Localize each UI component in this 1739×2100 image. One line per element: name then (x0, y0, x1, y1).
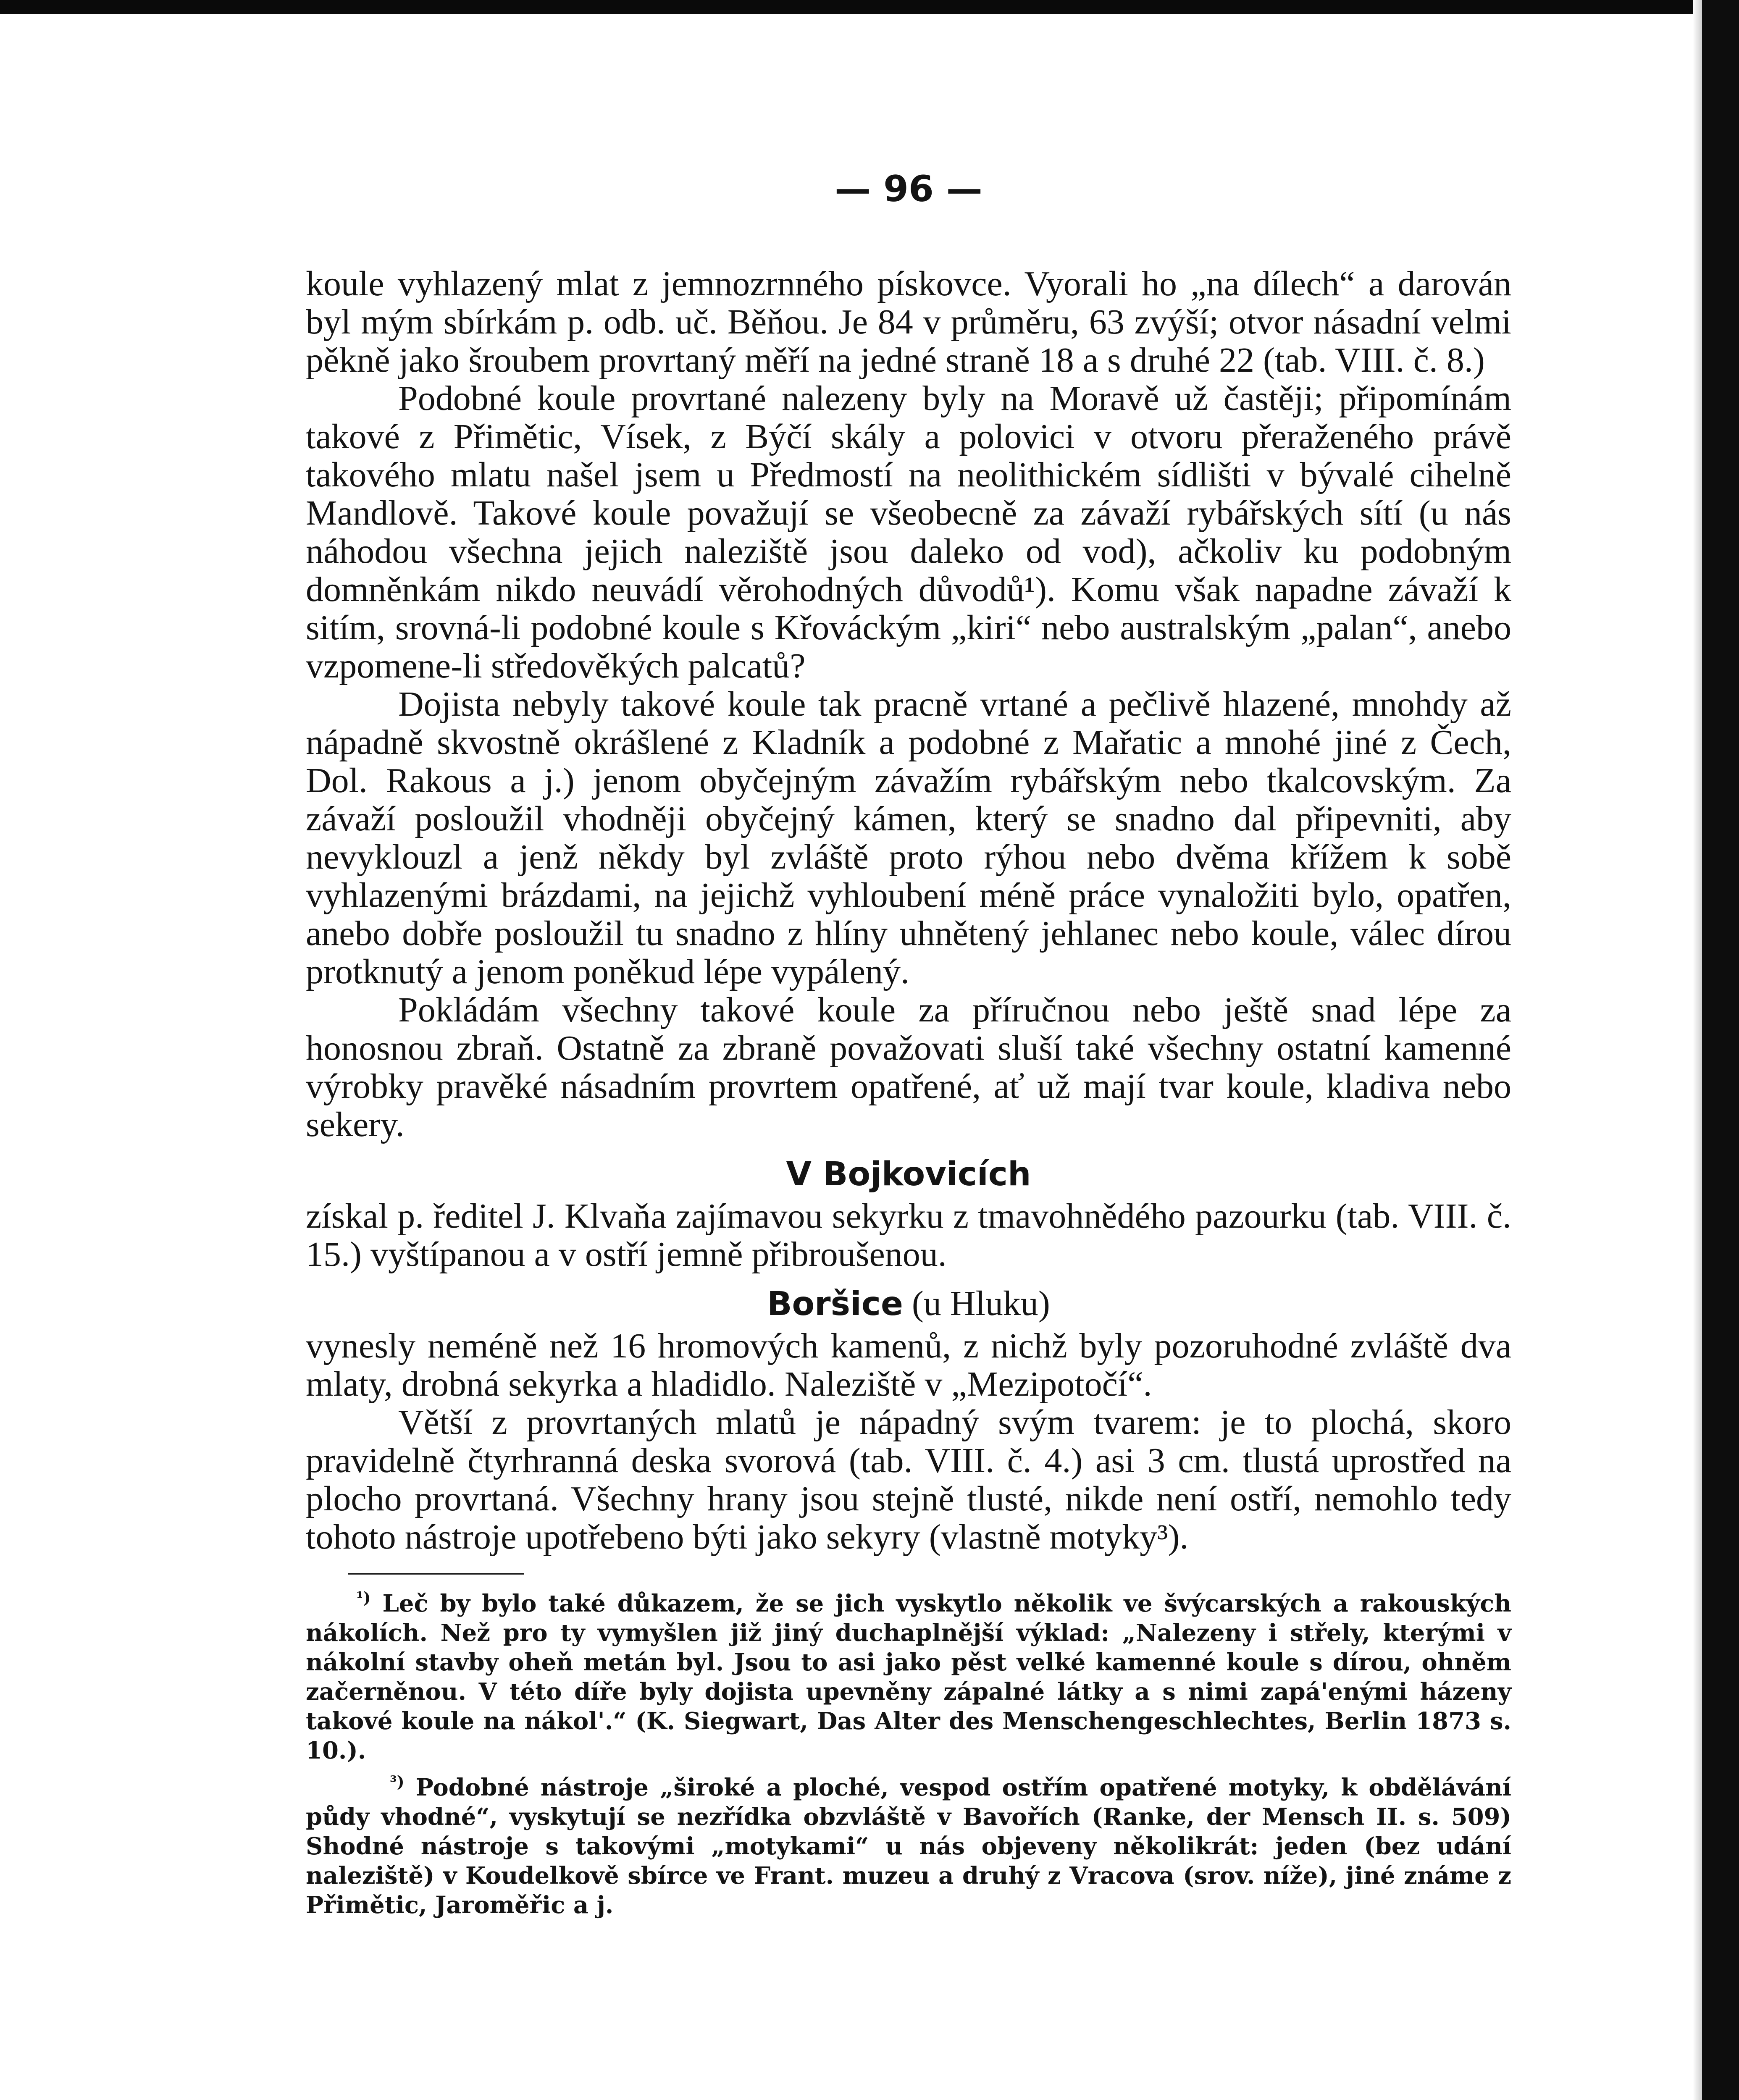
footnotes (306, 1589, 1511, 1920)
paragraph-3: Dojista nebyly takové koule tak pracně vrtané a pečlivě hlazené, mnohdy až nápadně skvostně okrášlené z Kladník a podobné z Mařatic a mnohé jiné z Čech, Dol. Rakous a j.) jenom obyčejným závažím rybářským nebo tkalcovským. Za závaží posloužil vhodněji obyčejný kámen, který se snadno dal připevniti, aby nevyklouzl a jenž někdy byl zvláště proto rýhou nebo dvěma křížem k sobě vyhlazenými brázdami, na jejichž vyhloubení méně práce vynaložiti bylo, opatřen, anebo dobře posloužil tu snadno z hlíny uhnětený jehlanec nebo koule, válec dírou protknutý a jenom poněkud lépe vypálený. (306, 685, 1511, 991)
footnote-divider (348, 1573, 524, 1575)
scan-page-edge-shadow (1693, 0, 1702, 2100)
paragraph-borsice-1: vynesly neméně než 16 hromových kamenů, z nichž byly pozoruhodné zvláště dva mlaty, drobná sekyrka a hladidlo. Naleziště v „Mezipotočí“. (306, 1326, 1511, 1404)
footnote-3 (306, 1773, 1511, 1920)
scan-top-border (0, 0, 1739, 14)
footnote-1 (306, 1589, 1511, 1765)
heading-borsice (306, 1283, 1511, 1325)
paragraph-4: Pokládám všechny takové koule za příručnou nebo ještě snad lépe za honosnou zbraň. Ostatně za zbraně považovati sluší také všechny ostatní kamenné výrobky pravěké násadním provrtem opatřené, ať už mají tvar koule, kladiva nebo sekery. (306, 990, 1511, 1144)
paragraph-bojkovice: získal p. ředitel J. Klvaňa zajímavou sekyrku z tmavohnědého pazourku (tab. VIII. č. 15.) vyštípanou a v ostří jemně přibroušenou. (306, 1197, 1511, 1274)
heading-borsice-bold: Boršice (767, 1285, 903, 1323)
body-text (306, 265, 1511, 1556)
heading-borsice-rest: (u Hluku) (903, 1284, 1050, 1323)
footnote-1-mark: ¹) (356, 1588, 371, 1607)
book-page (306, 168, 1511, 1927)
paragraph-1: koule vyhlazený mlat z jemnozrnného pískovce. Vyorali ho „na dílech“ a darován byl mým sbírkám p. odb. uč. Běňou. Je 84 v průměru, 63 zvýší; otvor násadní velmi pěkně jako šroubem provrtaný měří na jedné straně 18 a s druhé 22 (tab. VIII. č. 8.) (306, 264, 1511, 380)
heading-bojkovice-text: V Bojkovicích (786, 1155, 1031, 1193)
heading-bojkovice (306, 1153, 1511, 1195)
page-number: — 96 — (835, 168, 982, 210)
paragraph-borsice-2: Větší z provrtaných mlatů je nápadný svým tvarem: je to plochá, skoro pravidelně čtyrhranná deska svorová (tab. VIII. č. 4.) asi 3 cm. tlustá uprostřed na plocho provrtaná. Všechny hrany jsou stejně tlusté, nikde není ostří, nemohlo tedy tohoto nástroje upotřebeno býti jako sekyry (vlastně motyky³). (306, 1403, 1511, 1557)
footnote-3-text: Podobné nástroje „široké a ploché, vespod ostřím opatřené motyky, k obdělávání půdy vhodné“, vyskytují se nezřídka obzvláště v Bavořích (Ranke, der Mensch II. s. 509) Shodné nástroje s takovými „motykami“ u nás objeveny několikrát: jeden (bez udání naleziště) v Koudelkově sbírce ve Frant. muzeu a druhý z Vracova (srov. níže), jiné známe z Přimětic, Jaroměřic a j. (306, 1774, 1512, 1919)
paragraph-2: Podobné koule provrtané nalezeny byly na Moravě už častěji; připomínám takové z Přimětic, Vísek, z Býčí skály a polovici v otvoru přeraženého právě takového mlatu našel jsem u Předmostí na neolithickém sídlišti v bývalé cihelně Mandlově. Takové koule považují se všeobecně za závaží rybářských sítí (u nás náhodou všechna jejich naleziště jsou daleko od vod), ačkoliv ku podobným domněnkám nikdo neuvádí věrohodných důvodů¹). Komu však napadne závaží k sitím, srovná-li podobné koule s Křováckým „kiri“ nebo australským „palan“, anebo vzpomene-li středověkých palcatů? (306, 379, 1511, 685)
footnote-1-text: Leč by bylo také důkazem, že se jich vyskytlo několik ve švýcarských a rakouských nákolích. Než pro ty vymyšlen již jiný duchaplnější výklad: „Nalezeny i střely, kterými v nákolní stavby oheň metán byl. Jsou to asi jako pěst velké kamenné koule s dírou, ohněm začerněnou. V této díře byly dojista upevněny zápalné látky a s nimi zapá'enými házeny takové koule na nákol'.“ (K. Siegwart, Das Alter des Menschengeschlechtes, Berlin 1873 s. 10.). (306, 1590, 1511, 1764)
scan-right-border (1702, 0, 1739, 2100)
footnote-3-mark: ³) (390, 1772, 405, 1791)
